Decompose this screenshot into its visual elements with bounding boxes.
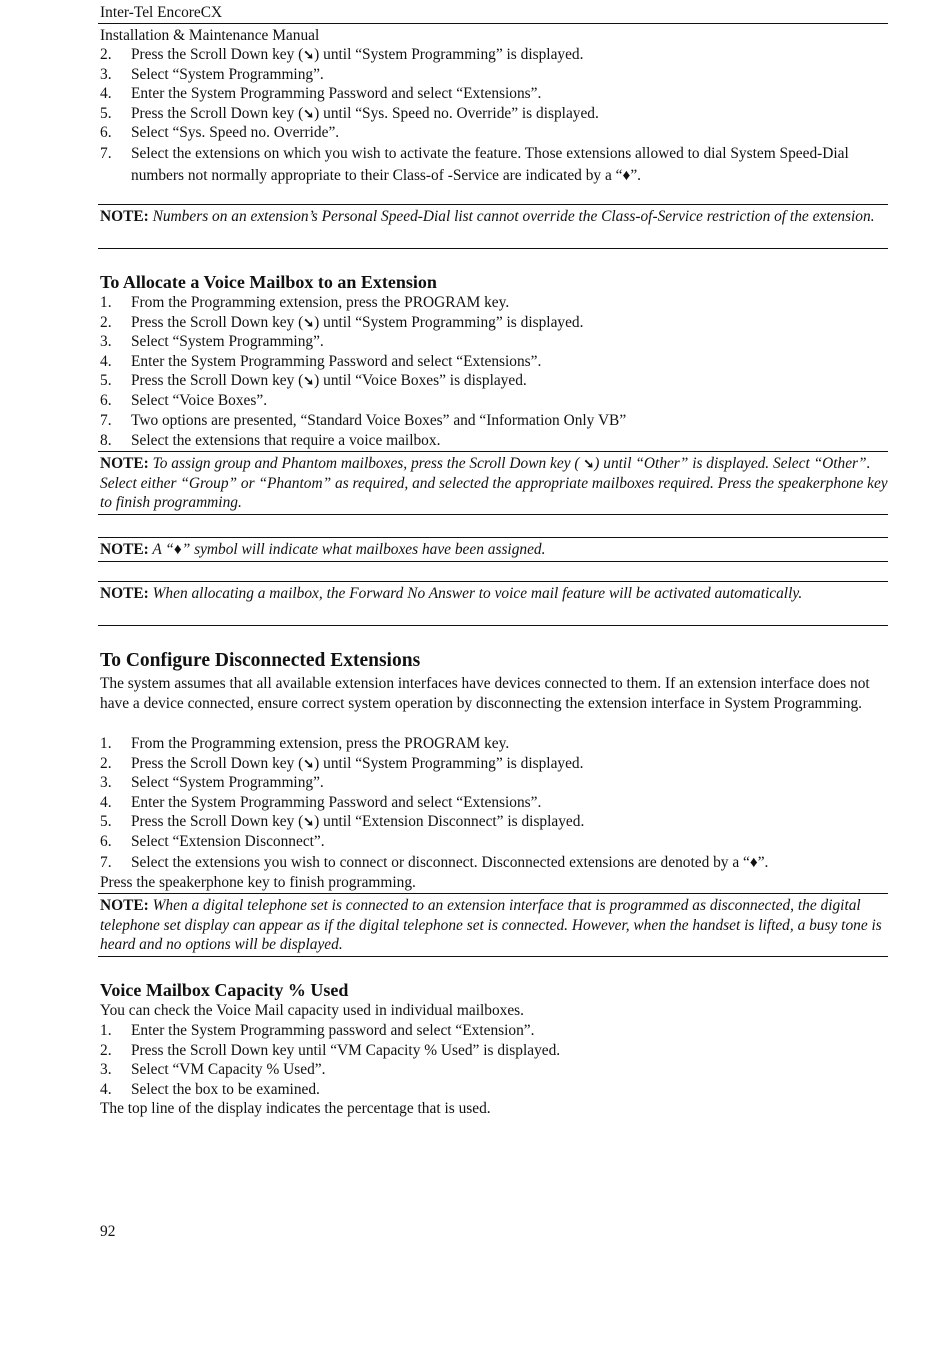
disconnected-note: NOTE: When a digital telephone set is connected to an extension interface that is programmed as disconnected, the digital telephone set display can appear as if the digital telephone set is connected. However, when the handset is lifted, a busy tone is heard and no options will be displayed. [100,897,882,953]
list-item: 6. Select “Extension Disconnect”. [100,832,325,850]
list-item: 3. Select “System Programming”. [100,65,324,83]
list-item: 4. Enter the System Programming Password and select “Extensions”. [100,352,542,370]
page-number: 92 [100,1223,116,1240]
header-manual: Installation & Maintenance Manual [100,27,320,44]
list-item: 4. Enter the System Programming Password and select “Extensions”. [100,793,542,811]
list-item: 7. Two options are presented, “Standard Voice Boxes” and “Information Only VB” [100,412,627,429]
note-rule [98,956,888,957]
disconnected-intro: The system assumes that all available extension interfaces have devices connected to them. If an extension interface does not have a device connected, ensure correct system operation by disconnecting the extension interface in System Programming. [100,675,870,712]
list-item: 2. Press the Scroll Down key (➘) until “System Programming” is displayed. [100,46,584,63]
list-item: 3. Select “System Programming”. [100,333,324,350]
list-item: 1. From the Programming extension, press the PROGRAM key. [100,294,510,311]
list-item: 6. Select “Sys. Speed no. Override”. [100,124,340,141]
section-title-disconnected: To Configure Disconnected Extensions [100,650,421,671]
note-rule [98,204,888,205]
disconnected-finish: Press the speakerphone key to finish programming. [100,873,416,891]
list-item: 5. Press the Scroll Down key (➘) until “Sys. Speed no. Override” is displayed. [100,104,599,122]
list-item: 1. From the Programming extension, press the PROGRAM key. [100,735,510,752]
voice-mailbox-note-2: NOTE: A “♦” symbol will indicate what mailboxes have been assigned. [100,541,546,558]
list-item: 7. Select the extensions you wish to connect or disconnect. Disconnected extensions are denoted by a “♦”. [100,854,769,871]
capacity-intro: You can check the Voice Mail capacity used in individual mailboxes. [100,1002,525,1019]
list-item: 8. Select the extensions that require a voice mailbox. [100,431,441,449]
scroll-down-icon: ➘ [303,314,315,330]
section-title-capacity: Voice Mailbox Capacity % Used [100,980,349,1000]
header-product: Inter-Tel EncoreCX [100,4,223,21]
header-rule [98,23,888,24]
note-rule [98,625,888,626]
list-item: 4. Select the box to be examined. [100,1080,320,1098]
list-item: 3. Select “System Programming”. [100,774,324,791]
note-rule [98,893,888,894]
scroll-down-icon: ➘ [303,47,315,62]
section-title-voice-mailbox: To Allocate a Voice Mailbox to an Extension [100,272,437,292]
capacity-steps [100,1021,888,1119]
voice-mailbox-steps [100,293,888,450]
list-item: 2. Press the Scroll Down key (➘) until “System Programming” is displayed. [100,313,584,331]
note-rule [98,514,888,515]
list-item: 1. Enter the System Programming password and select “Extension”. [100,1022,535,1039]
scroll-down-icon: ➘ [583,456,595,471]
list-item: 7. Select the extensions on which you wish to activate the feature. Those extensions allowed to dial System Speed-Dial numbers not normally appropriate to their Class-of -Service are indicated by a “♦”. [100,144,849,184]
voice-mailbox-note-3: NOTE: When allocating a mailbox, the Forward No Answer to voice mail feature will be activated automatically. [100,585,803,602]
scroll-down-icon: ➘ [303,105,315,121]
speed-override-steps [100,45,888,187]
list-item: 2. Press the Scroll Down key (➘) until “System Programming” is displayed. [100,754,584,772]
disconnected-steps [100,734,888,892]
list-item: 5. Press the Scroll Down key (➘) until “Extension Disconnect” is displayed. [100,813,585,830]
list-item: 5. Press the Scroll Down key (➘) until “Voice Boxes” is displayed. [100,372,527,389]
list-item: 3. Select “VM Capacity % Used”. [100,1061,326,1078]
list-item: 2. Press the Scroll Down key until “VM Capacity % Used” is displayed. [100,1041,561,1059]
scroll-down-icon: ➘ [303,755,315,771]
voice-mailbox-note-1: NOTE: To assign group and Phantom mailboxes, press the Scroll Down key ( ➘) until “Other” is displayed. Select “Other”. Select either “Group” or “Phantom” as required, and selected the appropriate mailboxes required. Press the speakerphone key to finish programming. [100,455,888,511]
note-rule [98,248,888,249]
scroll-down-icon: ➘ [303,814,315,829]
capacity-outro: The top line of the display indicates the percentage that is used. [100,1100,491,1117]
note-rule [98,537,888,538]
list-item: 4. Enter the System Programming Password and select “Extensions”. [100,85,542,102]
scroll-down-icon: ➘ [303,373,315,388]
note-rule [98,561,888,562]
list-item: 6. Select “Voice Boxes”. [100,391,268,409]
note-rule [98,581,888,582]
note-rule [98,451,888,452]
speed-override-note: NOTE: Numbers on an extension’s Personal Speed-Dial list cannot override the Class-of-Service restriction of the extension. [100,208,875,225]
